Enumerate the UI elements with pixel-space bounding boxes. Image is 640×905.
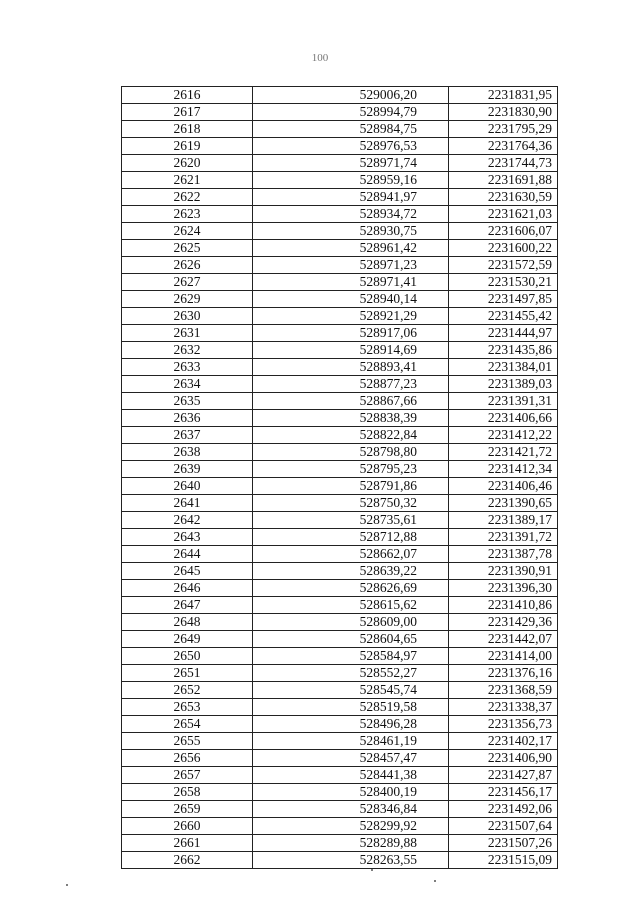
y-coordinate-cell: 2231376,16 <box>449 665 558 682</box>
table-row <box>122 648 558 665</box>
table-row <box>122 393 558 410</box>
y-coordinate-cell: 2231444,97 <box>449 325 558 342</box>
x-coordinate-cell: 528914,69 <box>253 342 449 359</box>
x-coordinate-cell: 528994,79 <box>253 104 449 121</box>
table-row <box>122 784 558 801</box>
point-number-cell: 2653 <box>122 699 253 716</box>
table-row <box>122 291 558 308</box>
x-coordinate-cell: 528496,28 <box>253 716 449 733</box>
x-coordinate-cell: 528795,23 <box>253 461 449 478</box>
table-row <box>122 580 558 597</box>
table-row <box>122 631 558 648</box>
point-number-cell: 2636 <box>122 410 253 427</box>
y-coordinate-cell: 2231384,01 <box>449 359 558 376</box>
y-coordinate-cell: 2231507,26 <box>449 835 558 852</box>
y-coordinate-cell: 2231691,88 <box>449 172 558 189</box>
point-number-cell: 2648 <box>122 614 253 631</box>
x-coordinate-cell: 528798,80 <box>253 444 449 461</box>
y-coordinate-cell: 2231406,46 <box>449 478 558 495</box>
table-row <box>122 716 558 733</box>
y-coordinate-cell: 2231515,09 <box>449 852 558 869</box>
y-coordinate-cell: 2231630,59 <box>449 189 558 206</box>
x-coordinate-cell: 528441,38 <box>253 767 449 784</box>
point-number-cell: 2638 <box>122 444 253 461</box>
point-number-cell: 2651 <box>122 665 253 682</box>
x-coordinate-cell: 528976,53 <box>253 138 449 155</box>
y-coordinate-cell: 2231492,06 <box>449 801 558 818</box>
coordinates-table-body <box>122 87 558 869</box>
table-row <box>122 852 558 869</box>
x-coordinate-cell: 528545,74 <box>253 682 449 699</box>
x-coordinate-cell: 529006,20 <box>253 87 449 104</box>
point-number-cell: 2617 <box>122 104 253 121</box>
scan-speck <box>66 884 68 886</box>
x-coordinate-cell: 528735,61 <box>253 512 449 529</box>
x-coordinate-cell: 528461,19 <box>253 733 449 750</box>
y-coordinate-cell: 2231830,90 <box>449 104 558 121</box>
table-row <box>122 155 558 172</box>
page-number: 100 <box>311 52 329 64</box>
point-number-cell: 2623 <box>122 206 253 223</box>
x-coordinate-cell: 528930,75 <box>253 223 449 240</box>
table-row <box>122 444 558 461</box>
y-coordinate-cell: 2231795,29 <box>449 121 558 138</box>
scan-speck <box>371 869 373 871</box>
table-row <box>122 614 558 631</box>
point-number-cell: 2658 <box>122 784 253 801</box>
x-coordinate-cell: 528917,06 <box>253 325 449 342</box>
table-row <box>122 478 558 495</box>
point-number-cell: 2625 <box>122 240 253 257</box>
y-coordinate-cell: 2231387,78 <box>449 546 558 563</box>
point-number-cell: 2661 <box>122 835 253 852</box>
table-row <box>122 529 558 546</box>
y-coordinate-cell: 2231429,36 <box>449 614 558 631</box>
table-row <box>122 410 558 427</box>
x-coordinate-cell: 528941,97 <box>253 189 449 206</box>
x-coordinate-cell: 528712,88 <box>253 529 449 546</box>
table-row <box>122 308 558 325</box>
x-coordinate-cell: 528877,23 <box>253 376 449 393</box>
table-row <box>122 87 558 104</box>
table-row <box>122 274 558 291</box>
y-coordinate-cell: 2231412,22 <box>449 427 558 444</box>
x-coordinate-cell: 528457,47 <box>253 750 449 767</box>
table-row <box>122 461 558 478</box>
point-number-cell: 2635 <box>122 393 253 410</box>
scan-speck <box>434 880 436 882</box>
point-number-cell: 2641 <box>122 495 253 512</box>
y-coordinate-cell: 2231530,21 <box>449 274 558 291</box>
table-row <box>122 835 558 852</box>
x-coordinate-cell: 528984,75 <box>253 121 449 138</box>
y-coordinate-cell: 2231390,65 <box>449 495 558 512</box>
y-coordinate-cell: 2231391,31 <box>449 393 558 410</box>
point-number-cell: 2642 <box>122 512 253 529</box>
point-number-cell: 2646 <box>122 580 253 597</box>
point-number-cell: 2656 <box>122 750 253 767</box>
x-coordinate-cell: 528959,16 <box>253 172 449 189</box>
point-number-cell: 2640 <box>122 478 253 495</box>
table-row <box>122 801 558 818</box>
x-coordinate-cell: 528662,07 <box>253 546 449 563</box>
point-number-cell: 2634 <box>122 376 253 393</box>
table-row <box>122 223 558 240</box>
table-row <box>122 733 558 750</box>
x-coordinate-cell: 528971,41 <box>253 274 449 291</box>
y-coordinate-cell: 2231402,17 <box>449 733 558 750</box>
x-coordinate-cell: 528921,29 <box>253 308 449 325</box>
point-number-cell: 2637 <box>122 427 253 444</box>
y-coordinate-cell: 2231406,66 <box>449 410 558 427</box>
y-coordinate-cell: 2231410,86 <box>449 597 558 614</box>
y-coordinate-cell: 2231764,36 <box>449 138 558 155</box>
y-coordinate-cell: 2231389,17 <box>449 512 558 529</box>
table-row <box>122 189 558 206</box>
x-coordinate-cell: 528609,00 <box>253 614 449 631</box>
y-coordinate-cell: 2231606,07 <box>449 223 558 240</box>
x-coordinate-cell: 528934,72 <box>253 206 449 223</box>
table-row <box>122 359 558 376</box>
x-coordinate-cell: 528971,74 <box>253 155 449 172</box>
point-number-cell: 2657 <box>122 767 253 784</box>
x-coordinate-cell: 528299,92 <box>253 818 449 835</box>
point-number-cell: 2654 <box>122 716 253 733</box>
table-row <box>122 563 558 580</box>
point-number-cell: 2652 <box>122 682 253 699</box>
x-coordinate-cell: 528626,69 <box>253 580 449 597</box>
y-coordinate-cell: 2231356,73 <box>449 716 558 733</box>
x-coordinate-cell: 528838,39 <box>253 410 449 427</box>
table-row <box>122 104 558 121</box>
y-coordinate-cell: 2231744,73 <box>449 155 558 172</box>
x-coordinate-cell: 528519,58 <box>253 699 449 716</box>
x-coordinate-cell: 528584,97 <box>253 648 449 665</box>
x-coordinate-cell: 528263,55 <box>253 852 449 869</box>
point-number-cell: 2660 <box>122 818 253 835</box>
y-coordinate-cell: 2231368,59 <box>449 682 558 699</box>
x-coordinate-cell: 528346,84 <box>253 801 449 818</box>
table-row <box>122 240 558 257</box>
table-row <box>122 121 558 138</box>
point-number-cell: 2647 <box>122 597 253 614</box>
x-coordinate-cell: 528750,32 <box>253 495 449 512</box>
x-coordinate-cell: 528791,86 <box>253 478 449 495</box>
point-number-cell: 2662 <box>122 852 253 869</box>
y-coordinate-cell: 2231421,72 <box>449 444 558 461</box>
table-row <box>122 172 558 189</box>
x-coordinate-cell: 528552,27 <box>253 665 449 682</box>
y-coordinate-cell: 2231442,07 <box>449 631 558 648</box>
y-coordinate-cell: 2231427,87 <box>449 767 558 784</box>
y-coordinate-cell: 2231338,37 <box>449 699 558 716</box>
point-number-cell: 2629 <box>122 291 253 308</box>
x-coordinate-cell: 528400,19 <box>253 784 449 801</box>
point-number-cell: 2626 <box>122 257 253 274</box>
x-coordinate-cell: 528289,88 <box>253 835 449 852</box>
y-coordinate-cell: 2231406,90 <box>449 750 558 767</box>
point-number-cell: 2616 <box>122 87 253 104</box>
table-row <box>122 206 558 223</box>
x-coordinate-cell: 528822,84 <box>253 427 449 444</box>
table-row <box>122 682 558 699</box>
table-row <box>122 495 558 512</box>
x-coordinate-cell: 528867,66 <box>253 393 449 410</box>
y-coordinate-cell: 2231455,42 <box>449 308 558 325</box>
point-number-cell: 2643 <box>122 529 253 546</box>
y-coordinate-cell: 2231497,85 <box>449 291 558 308</box>
y-coordinate-cell: 2231572,59 <box>449 257 558 274</box>
point-number-cell: 2618 <box>122 121 253 138</box>
x-coordinate-cell: 528940,14 <box>253 291 449 308</box>
point-number-cell: 2655 <box>122 733 253 750</box>
x-coordinate-cell: 528639,22 <box>253 563 449 580</box>
coordinates-table <box>121 86 558 869</box>
point-number-cell: 2649 <box>122 631 253 648</box>
point-number-cell: 2630 <box>122 308 253 325</box>
y-coordinate-cell: 2231391,72 <box>449 529 558 546</box>
table-row <box>122 818 558 835</box>
table-row <box>122 512 558 529</box>
point-number-cell: 2659 <box>122 801 253 818</box>
y-coordinate-cell: 2231396,30 <box>449 580 558 597</box>
table-row <box>122 342 558 359</box>
x-coordinate-cell: 528615,62 <box>253 597 449 614</box>
point-number-cell: 2650 <box>122 648 253 665</box>
y-coordinate-cell: 2231435,86 <box>449 342 558 359</box>
x-coordinate-cell: 528893,41 <box>253 359 449 376</box>
table-row <box>122 376 558 393</box>
point-number-cell: 2632 <box>122 342 253 359</box>
y-coordinate-cell: 2231414,00 <box>449 648 558 665</box>
point-number-cell: 2645 <box>122 563 253 580</box>
point-number-cell: 2622 <box>122 189 253 206</box>
table-row <box>122 665 558 682</box>
y-coordinate-cell: 2231507,64 <box>449 818 558 835</box>
y-coordinate-cell: 2231456,17 <box>449 784 558 801</box>
y-coordinate-cell: 2231600,22 <box>449 240 558 257</box>
y-coordinate-cell: 2231412,34 <box>449 461 558 478</box>
point-number-cell: 2621 <box>122 172 253 189</box>
point-number-cell: 2620 <box>122 155 253 172</box>
table-row <box>122 257 558 274</box>
point-number-cell: 2631 <box>122 325 253 342</box>
table-row <box>122 325 558 342</box>
table-row <box>122 750 558 767</box>
table-row <box>122 597 558 614</box>
point-number-cell: 2639 <box>122 461 253 478</box>
point-number-cell: 2633 <box>122 359 253 376</box>
y-coordinate-cell: 2231390,91 <box>449 563 558 580</box>
table-row <box>122 427 558 444</box>
x-coordinate-cell: 528971,23 <box>253 257 449 274</box>
table-row <box>122 699 558 716</box>
point-number-cell: 2627 <box>122 274 253 291</box>
point-number-cell: 2644 <box>122 546 253 563</box>
x-coordinate-cell: 528961,42 <box>253 240 449 257</box>
y-coordinate-cell: 2231831,95 <box>449 87 558 104</box>
point-number-cell: 2619 <box>122 138 253 155</box>
y-coordinate-cell: 2231389,03 <box>449 376 558 393</box>
table-row <box>122 138 558 155</box>
x-coordinate-cell: 528604,65 <box>253 631 449 648</box>
table-row <box>122 767 558 784</box>
table-row <box>122 546 558 563</box>
point-number-cell: 2624 <box>122 223 253 240</box>
y-coordinate-cell: 2231621,03 <box>449 206 558 223</box>
